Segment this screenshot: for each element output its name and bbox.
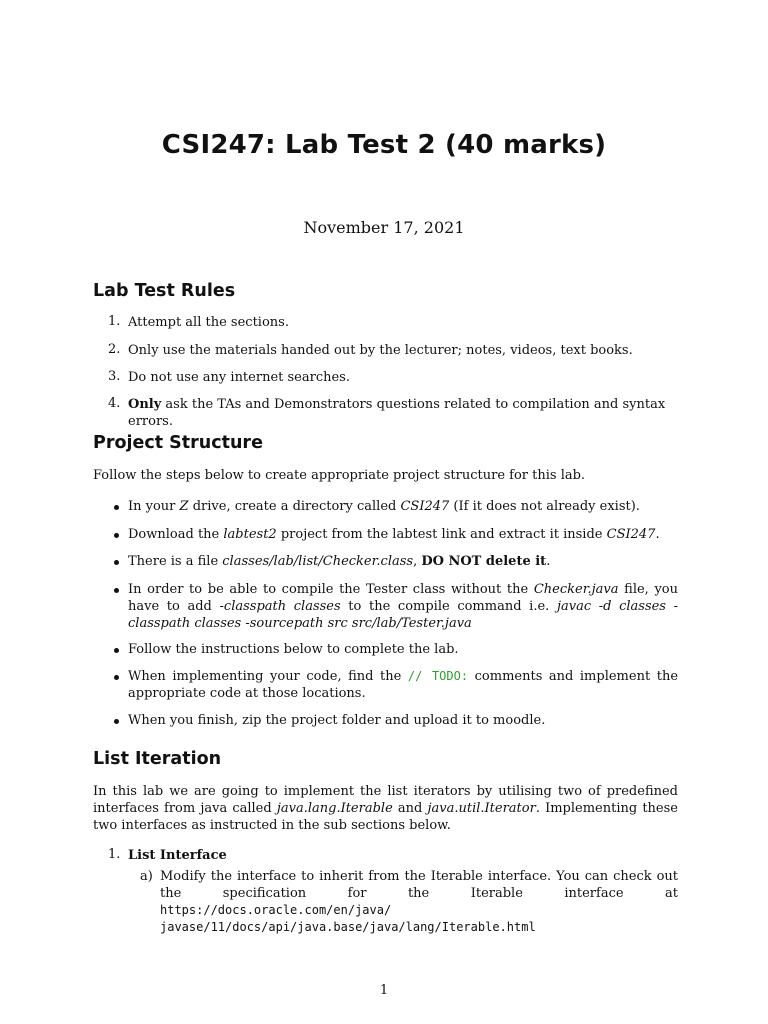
rule-number: 1. bbox=[108, 314, 121, 329]
bullet-icon bbox=[114, 505, 119, 510]
bullet-icon bbox=[114, 648, 119, 653]
rule-item: Do not use any internet searches. bbox=[128, 370, 350, 385]
rule-item: Only use the materials handed out by the lecturer; notes, videos, text books. bbox=[128, 343, 633, 358]
document-title: CSI247: Lab Test 2 (40 marks) bbox=[161, 130, 607, 160]
bullet-icon bbox=[114, 560, 119, 565]
structure-bullet-item: When you finish, zip the project folder and upload it to moodle. bbox=[128, 713, 546, 728]
rule-item: Attempt all the sections. bbox=[128, 315, 289, 330]
page-number: 1 bbox=[379, 983, 389, 998]
subsection-label: List Interface bbox=[128, 848, 227, 863]
bullet-icon bbox=[114, 675, 119, 680]
section-heading-iteration: List Iteration bbox=[93, 749, 222, 769]
structure-intro: Follow the steps below to create appropriate project structure for this lab. bbox=[93, 468, 586, 483]
bullet-icon bbox=[114, 533, 119, 538]
section-heading-rules: Lab Test Rules bbox=[93, 281, 236, 301]
structure-bullet-item: In your Z drive, create a directory called CSI247 (If it does not already exist). bbox=[128, 499, 640, 514]
rule-number: 2. bbox=[108, 342, 121, 357]
structure-bullet-item: There is a file classes/lab/list/Checker.class, DO NOT delete it. bbox=[128, 554, 551, 569]
structure-bullet-item: In order to be able to compile the Tester class without the Checker.java file, you have to add -classpath classes to the compile command i.e. javac -d classes -classpath classes -sourcepath src src/lab/Tester.java bbox=[128, 582, 679, 631]
structure-bullet-item: Download the labtest2 project from the labtest link and extract it inside CSI247. bbox=[128, 527, 660, 542]
structure-bullet-item: When implementing your code, find the // TODO: comments and implement the appropriate code at those locations. bbox=[128, 669, 679, 701]
rule-item: Only ask the TAs and Demonstrators questions related to compilation and syntax errors. bbox=[128, 397, 666, 429]
section-heading-structure: Project Structure bbox=[93, 433, 263, 453]
todo-code: // TODO: bbox=[407, 669, 469, 683]
structure-bullet-item: Follow the instructions below to complete the lab. bbox=[128, 642, 459, 657]
rule-number: 4. bbox=[108, 396, 121, 411]
rule-number: 3. bbox=[108, 369, 121, 384]
iterable-url-line1[interactable]: https://docs.oracle.com/en/java/ bbox=[160, 903, 392, 917]
subitem-letter: a) bbox=[140, 869, 153, 884]
subitem-text: Modify the interface to inherit from the Iterable interface. You can check out the specification for the Iterable interface at https://docs.oracle.com/en/java/ javase/11/docs/api/java.base/java/lang/Iterable.html bbox=[160, 869, 678, 934]
iterable-url-line2[interactable]: javase/11/docs/api/java.base/java/lang/Iterable.html bbox=[160, 920, 536, 934]
document-date: November 17, 2021 bbox=[303, 218, 465, 237]
subsection-number: 1. bbox=[108, 847, 121, 862]
bullet-icon bbox=[114, 588, 119, 593]
iteration-paragraph: In this lab we are going to implement the list iterators by utilising two of predefined interfaces from java called java.lang.Iterable and java.util.Iterator. Implementing these two interfaces as instructed in the sub sections below. bbox=[93, 784, 678, 833]
bullet-icon bbox=[114, 719, 119, 724]
